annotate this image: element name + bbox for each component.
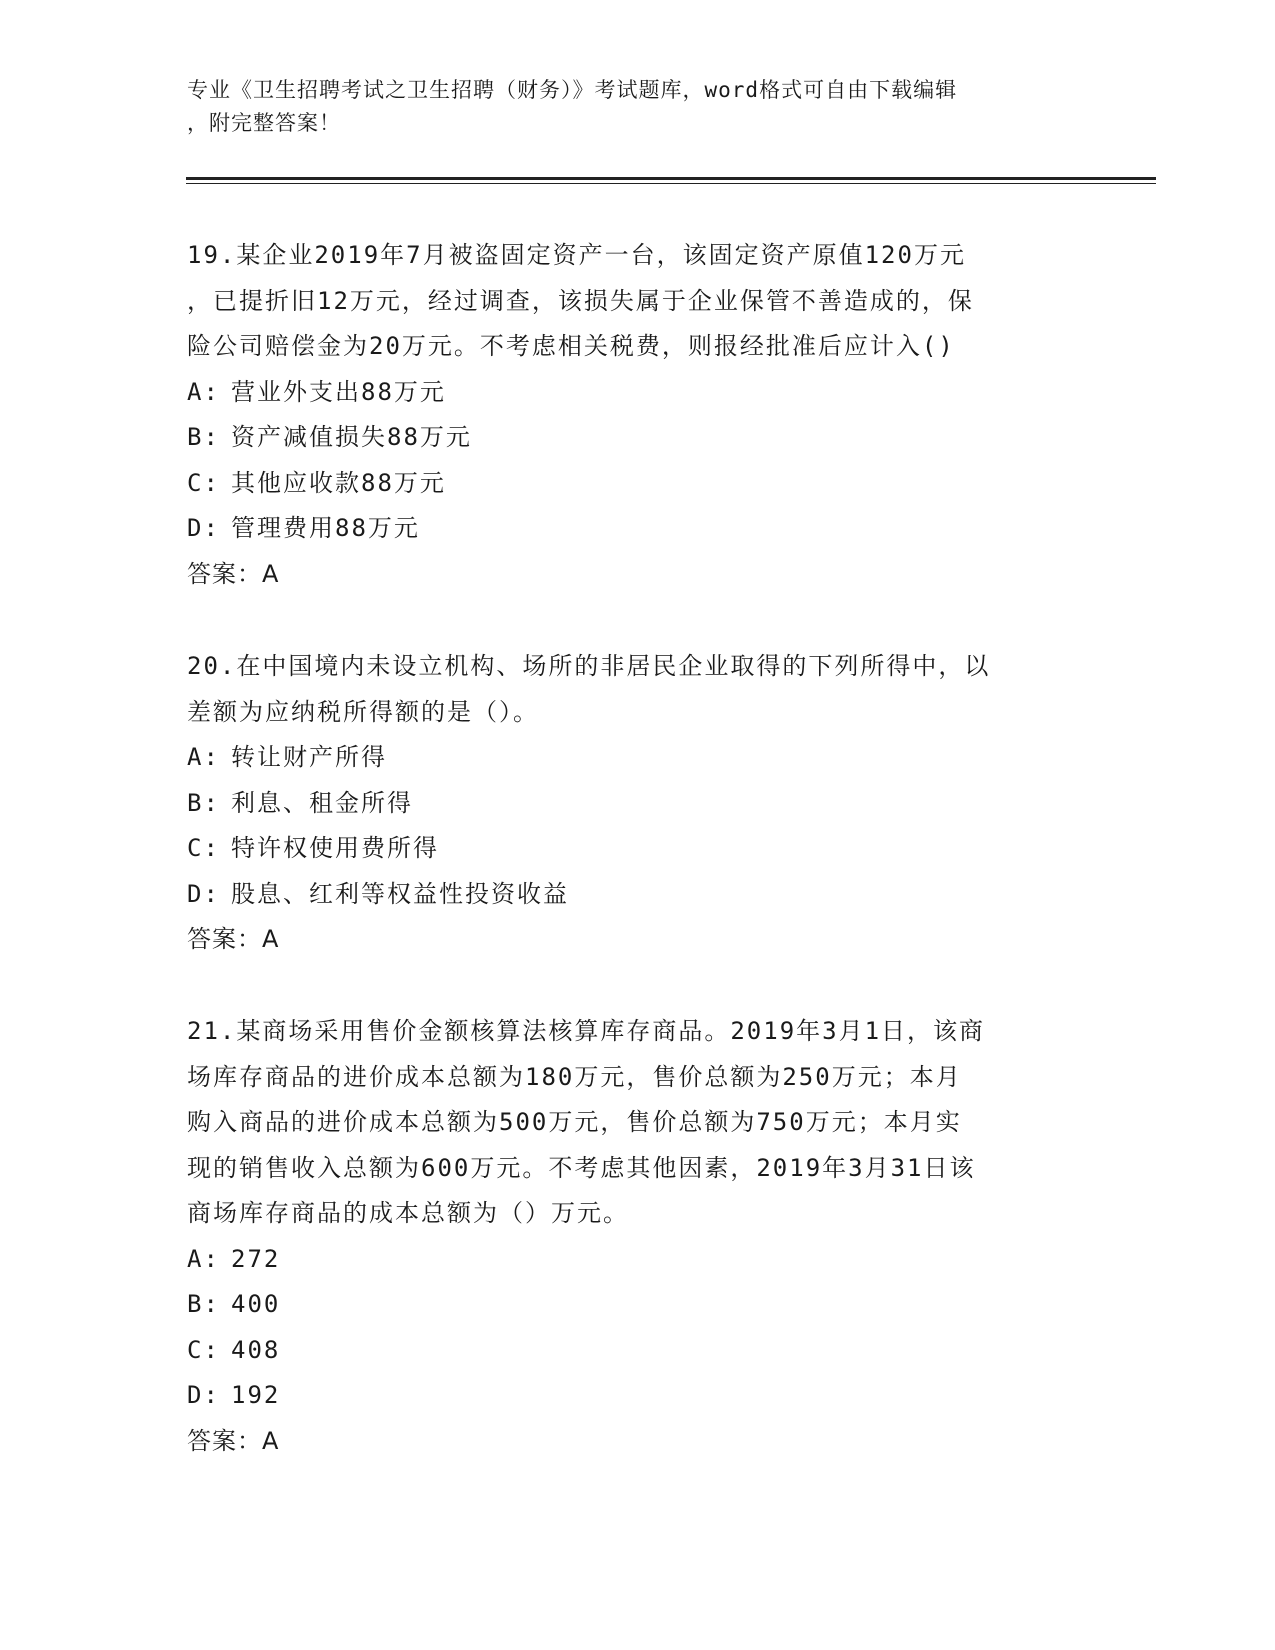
option-b	[187, 1282, 1087, 1328]
option-a	[187, 1237, 1087, 1283]
option-a	[187, 735, 1087, 781]
question-21	[187, 1009, 1087, 1464]
answer-line: 答案：A	[187, 559, 280, 588]
option-text: 管理费用88万元	[231, 514, 420, 542]
option-label: B:	[187, 1290, 220, 1318]
option-label: C:	[187, 468, 220, 497]
option-text: 特许权使用费所得	[231, 834, 439, 862]
option-label: C:	[187, 1335, 220, 1364]
question-stem-line: 现的销售收入总额为600万元。不考虑其他因素，2019年3月31日该	[187, 1153, 976, 1182]
question-stem-line: 购入商品的进价成本总额为500万元，售价总额为750万元；本月实	[187, 1108, 962, 1136]
option-c	[187, 1328, 1087, 1374]
option-label: C:	[187, 834, 220, 862]
option-label: D:	[187, 514, 220, 542]
question-19	[187, 233, 1087, 597]
question-stem-line: 21.某商场采用售价金额核算法核算库存商品。2019年3月1日，该商	[187, 1017, 986, 1045]
option-b	[187, 415, 1087, 461]
header-divider-thick	[186, 177, 1156, 180]
question-stem-line: 场库存商品的进价成本总额为180万元，售价总额为250万元；本月	[187, 1062, 962, 1091]
question-20	[187, 644, 1087, 963]
option-label: D:	[187, 1381, 220, 1409]
option-text: 营业外支出88万元	[231, 377, 446, 406]
option-text: 192	[231, 1381, 281, 1409]
option-d	[187, 506, 1087, 552]
header-line-2: ，附完整答案！	[187, 111, 341, 135]
option-b	[187, 781, 1087, 827]
option-text: 400	[231, 1290, 281, 1318]
option-label: B:	[187, 423, 220, 451]
question-stem-line: 差额为应纳税所得额的是（）。	[187, 697, 539, 726]
option-text: 资产减值损失88万元	[231, 423, 472, 451]
option-d	[187, 872, 1087, 918]
option-text: 408	[231, 1335, 281, 1364]
question-stem-line: ，已提折旧12万元，经过调查，该损失属于企业保管不善造成的，保	[187, 286, 974, 315]
question-stem-line: 商场库存商品的成本总额为（）万元。	[187, 1199, 629, 1227]
option-text: 其他应收款88万元	[231, 468, 446, 497]
option-label: A:	[187, 1244, 220, 1273]
header-divider-thin	[186, 183, 1156, 184]
option-text: 利息、租金所得	[231, 788, 413, 817]
option-text: 272	[231, 1244, 281, 1273]
option-d	[187, 1373, 1087, 1419]
answer-line: 答案：A	[187, 925, 280, 953]
answer-line: 答案：A	[187, 1426, 280, 1455]
question-stem-line: 19.某企业2019年7月被盗固定资产一台，该固定资产原值120万元	[187, 241, 966, 269]
header-line-1: 专业《卫生招聘考试之卫生招聘（财务）》考试题库，word格式可自由下载编辑	[187, 78, 958, 102]
question-stem-line: 险公司赔偿金为20万元。不考虑相关税费，则报经批准后应计入()	[187, 332, 955, 360]
option-c	[187, 826, 1087, 872]
option-label: A:	[187, 743, 220, 771]
option-text: 股息、红利等权益性投资收益	[231, 879, 569, 908]
option-label: D:	[187, 879, 220, 908]
option-label: B:	[187, 788, 220, 817]
question-stem-line: 20.在中国境内未设立机构、场所的非居民企业取得的下列所得中，以	[187, 652, 991, 680]
option-c	[187, 461, 1087, 507]
option-text: 转让财产所得	[231, 743, 387, 771]
document-header	[187, 74, 1087, 140]
option-a	[187, 370, 1087, 416]
option-label: A:	[187, 377, 220, 406]
